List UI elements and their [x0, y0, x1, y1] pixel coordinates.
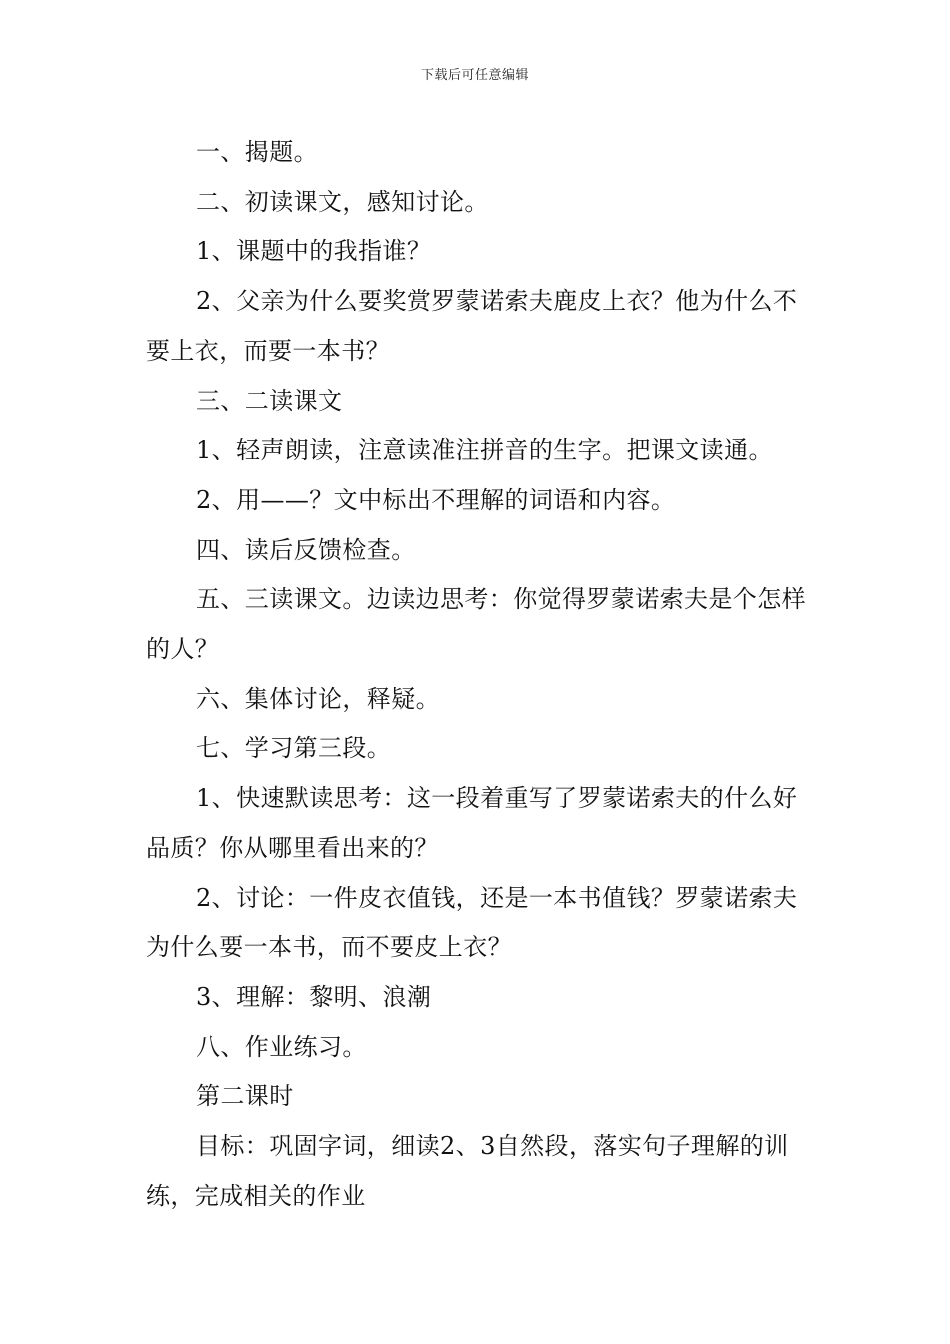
paragraph: 四、读后反馈检查。: [196, 535, 416, 564]
paragraph: 七、学习第三段。: [196, 734, 392, 763]
paragraph: 3、理解：黎明、浪潮: [196, 982, 432, 1011]
paragraph: 八、作业练习。: [196, 1032, 367, 1061]
paragraph: 一、揭题。: [196, 138, 318, 166]
document-body: [146, 128, 810, 1221]
paragraph: 二、初读课文，感知讨论。: [196, 187, 489, 216]
paragraph: 目标：巩固字词，细读2、3自然段，落实句子理解的训练，完成相关的作业: [146, 1132, 789, 1210]
page-header: 下载后可任意编辑: [420, 68, 529, 83]
paragraph: 1、课题中的我指谁？: [196, 237, 432, 266]
paragraph: 2、讨论：一件皮衣值钱，还是一本书值钱？罗蒙诺索夫为什么要一本书，而不要皮上衣？: [146, 883, 798, 962]
paragraph: 1、轻声朗读，注意读准注拼音的生字。把课文读通。: [196, 436, 773, 465]
paragraph: 六、集体讨论，释疑。: [196, 684, 440, 713]
paragraph: 1、快速默读思考：这一段着重写了罗蒙诺索夫的什么好品质？你从哪里看出来的？: [146, 784, 798, 862]
paragraph: 三、二读课文: [196, 386, 343, 415]
paragraph: 2、用——？文中标出不理解的词语和内容。: [196, 485, 676, 514]
paragraph: 第二课时: [196, 1082, 294, 1111]
paragraph: 五、三读课文。边读边思考：你觉得罗蒙诺索夫是个怎样的人？: [146, 585, 806, 664]
paragraph: 2、父亲为什么要奖赏罗蒙诺索夫鹿皮上衣？他为什么不要上衣，而要一本书？: [146, 287, 798, 365]
